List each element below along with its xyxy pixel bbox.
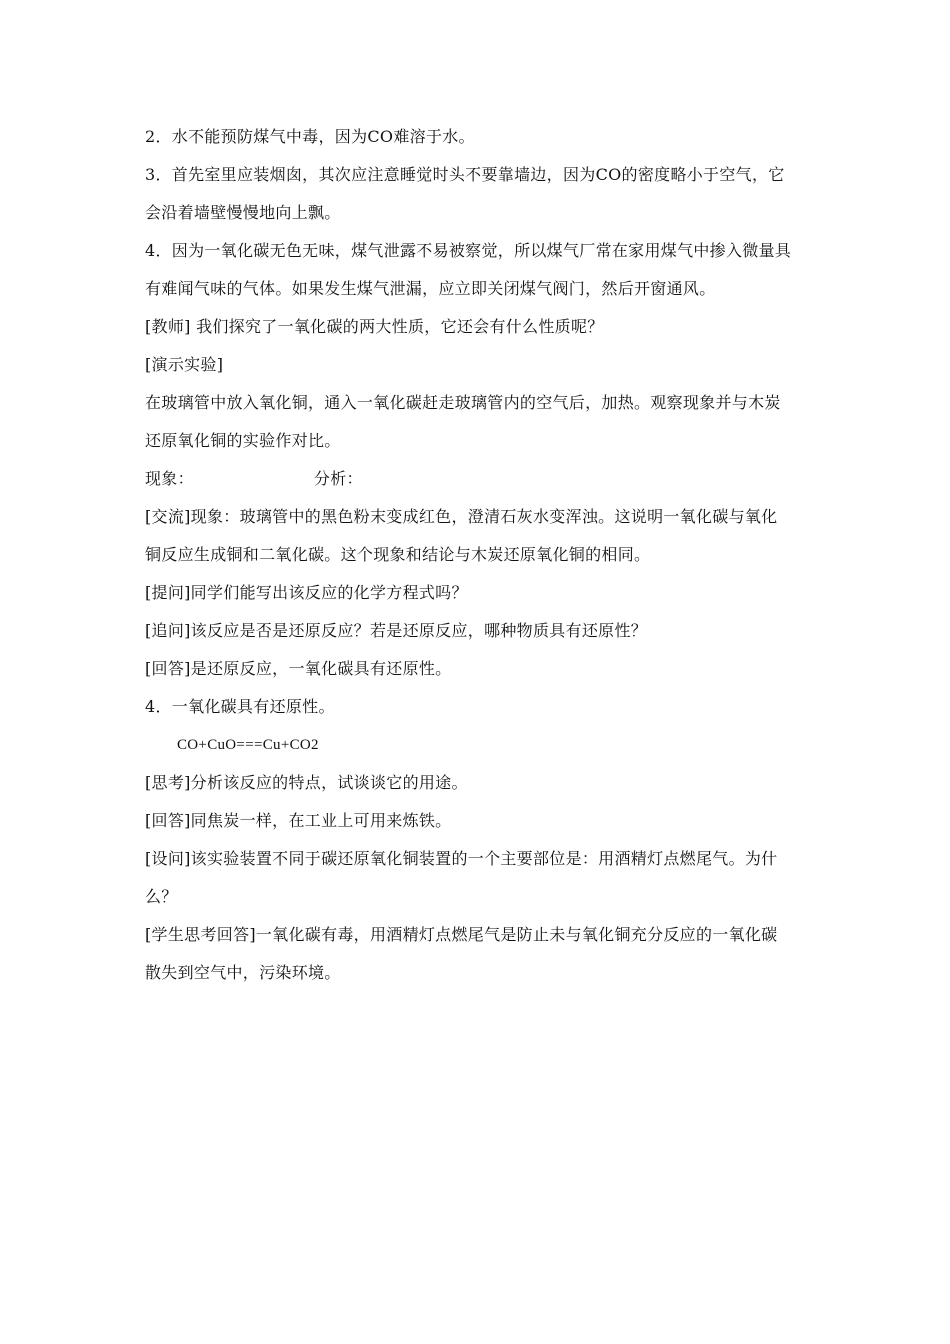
observation-analysis-row	[145, 460, 810, 498]
paragraph-line: [思考]分析该反应的特点，试谈谈它的用途。	[145, 773, 468, 792]
paragraph-line: [演示实验]	[145, 355, 224, 374]
paragraph-line: [设问]该实验装置不同于碳还原氧化铜装置的一个主要部位是：用酒精灯点燃尾气。为什	[145, 849, 778, 868]
paragraph-line: 散失到空气中，污染环境。	[145, 963, 341, 982]
paragraph-line: 4．因为一氧化碳无色无味，煤气泄露不易被察觉，所以煤气厂常在家用煤气中掺入微量具	[145, 241, 792, 260]
paragraph-line: [学生思考回答]一氧化碳有毒，用酒精灯点燃尾气是防止未与氧化铜充分反应的一氧化碳	[145, 925, 778, 944]
paragraph-line: 3．首先室里应装烟囱，其次应注意睡觉时头不要靠墙边，因为CO的密度略小于空气，它	[145, 165, 785, 184]
document-body	[145, 118, 810, 992]
paragraph-line: 4．一氧化碳具有还原性。	[145, 697, 335, 716]
paragraph-line: 2．水不能预防煤气中毒，因为CO难溶于水。	[145, 127, 475, 146]
paragraph-line: [追问]该反应是否是还原反应？若是还原反应，哪种物质具有还原性？	[145, 621, 648, 640]
paragraph-line: 么？	[145, 887, 178, 906]
paragraph-line: 有难闻气味的气体。如果发生煤气泄漏，应立即关闭煤气阀门，然后开窗通风。	[145, 279, 716, 298]
paragraph-line: 还原氧化铜的实验作对比。	[145, 431, 341, 450]
paragraph-line: [交流]现象：玻璃管中的黑色粉末变成红色，澄清石灰水变浑浊。这说明一氧化碳与氧化	[145, 507, 778, 526]
paragraph-line: [教师] 我们探究了一氧化碳的两大性质，它还会有什么性质呢？	[145, 317, 604, 336]
paragraph-line: 在玻璃管中放入氧化铜，通入一氧化碳赶走玻璃管内的空气后，加热。观察现象并与木炭	[145, 393, 781, 412]
analysis-label: 分析：	[313, 469, 363, 488]
chemical-equation: CO+CuO===Cu+CO2	[177, 737, 319, 753]
paragraph-line: [提问]同学们能写出该反应的化学方程式吗？	[145, 583, 468, 602]
paragraph-line: 铜反应生成铜和二氧化碳。这个现象和结论与木炭还原氧化铜的相同。	[145, 545, 651, 564]
paragraph-line: [回答]同焦炭一样，在工业上可用来炼铁。	[145, 811, 452, 830]
paragraph-line: [回答]是还原反应，一氧化碳具有还原性。	[145, 659, 452, 678]
paragraph-line: 会沿着墙壁慢慢地向上飘。	[145, 203, 341, 222]
observation-label: 现象：	[145, 469, 194, 488]
